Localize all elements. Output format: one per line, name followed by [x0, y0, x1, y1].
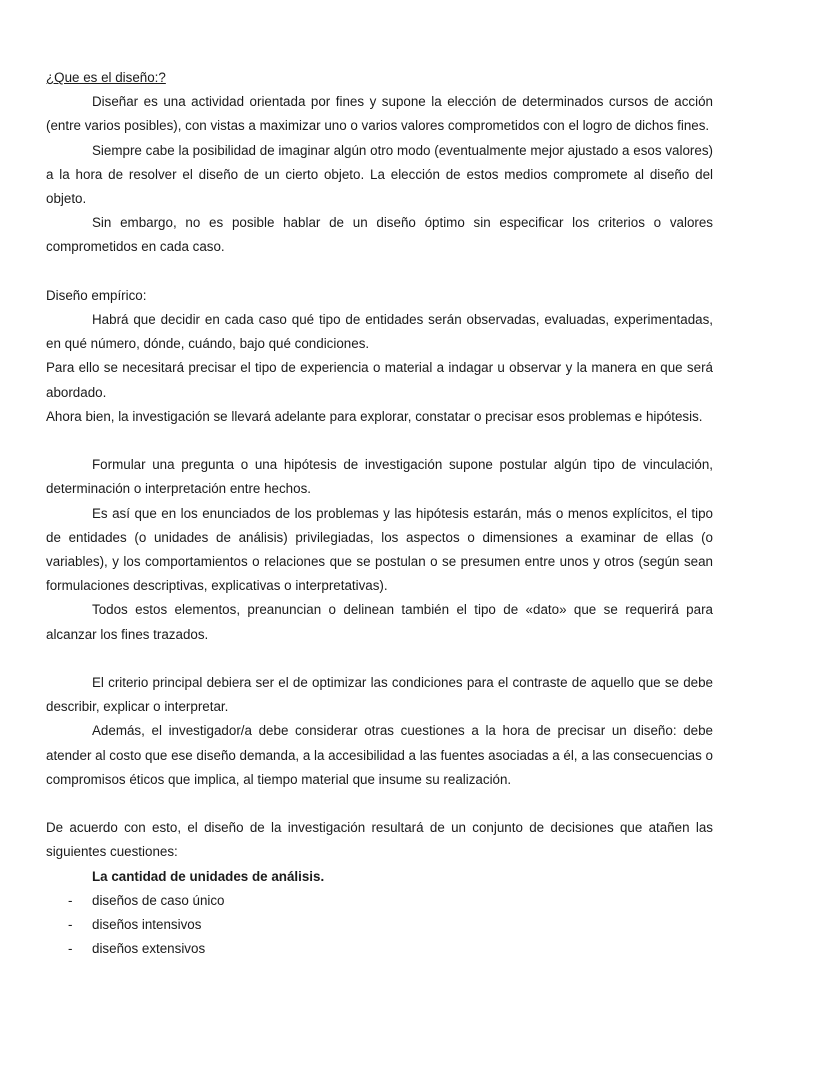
design-type-list [46, 889, 713, 962]
spacer [46, 429, 713, 453]
list-bullet: - [68, 941, 73, 957]
spacer [46, 647, 713, 671]
list-bullet: - [68, 892, 73, 908]
paragraph: Es así que en los enunciados de los problemas y las hipótesis estarán, más o menos explícitos, el tipo de entidades (o unidades de análisis) privilegiadas, los aspectos o dimensiones a examinar de ellas (o variables), y los comportamientos o relaciones que se postulan o se presumen entre unos y otros (según sean formulaciones descriptivas, explicativas o interpretativas). [46, 505, 713, 594]
list-item [46, 889, 713, 913]
section-label: Diseño empírico: [46, 287, 147, 303]
paragraph: Sin embargo, no es posible hablar de un diseño óptimo sin especificar los criterios o valores comprometidos en cada caso. [46, 215, 713, 255]
spacer [46, 260, 713, 284]
spacer [46, 792, 713, 816]
list-item-text: diseños de caso único [92, 892, 225, 908]
paragraph: Diseñar es una actividad orientada por fines y supone la elección de determinados cursos de acción (entre varios posibles), con vistas a maximizar uno o varios valores comprometidos con el logro de dichos fines. [46, 94, 713, 134]
paragraph: Habrá que decidir en cada caso qué tipo de entidades serán observadas, evaluadas, experimentadas, en qué número, dónde, cuándo, bajo qué condiciones. [46, 312, 713, 352]
paragraph: De acuerdo con esto, el diseño de la investigación resultará de un conjunto de decisiones que atañen las siguientes cuestiones: [46, 820, 713, 860]
paragraph: Para ello se necesitará precisar el tipo de experiencia o material a indagar u observar y la manera en que será abordado. [46, 360, 713, 400]
paragraph: Formular una pregunta o una hipótesis de investigación supone postular algún tipo de vinculación, determinación o interpretación entre hechos. [46, 457, 713, 497]
paragraph: Ahora bien, la investigación se llevará adelante para explorar, constatar o precisar esos problemas e hipótesis. [46, 408, 703, 424]
paragraph: Siempre cabe la posibilidad de imaginar algún otro modo (eventualmente mejor ajustado a esos valores) a la hora de resolver el diseño de un cierto objeto. La elección de estos medios compromete al diseño del objeto. [46, 142, 713, 207]
list-item-text: diseños extensivos [92, 941, 206, 957]
paragraph: Todos estos elementos, preanuncian o delinean también el tipo de «dato» que se requerirá para alcanzar los fines trazados. [46, 602, 713, 642]
paragraph: Además, el investigador/a debe considerar otras cuestiones a la hora de precisar un diseño: debe atender al costo que ese diseño demanda, a la accesibilidad a las fuentes asociadas a él, a las consecuencias o compromisos éticos que implica, al tiempo material que insume su realización. [46, 723, 713, 787]
document-heading: ¿Que es el diseño:? [46, 70, 166, 85]
paragraph: El criterio principal debiera ser el de optimizar las condiciones para el contraste de aquello que se debe describir, explicar o interpretar. [46, 675, 713, 715]
list-item [46, 937, 713, 961]
list-bullet: - [68, 917, 73, 933]
list-item-text: diseños intensivos [92, 917, 202, 933]
list-item [46, 913, 713, 937]
subheading: La cantidad de unidades de análisis. [92, 868, 325, 884]
